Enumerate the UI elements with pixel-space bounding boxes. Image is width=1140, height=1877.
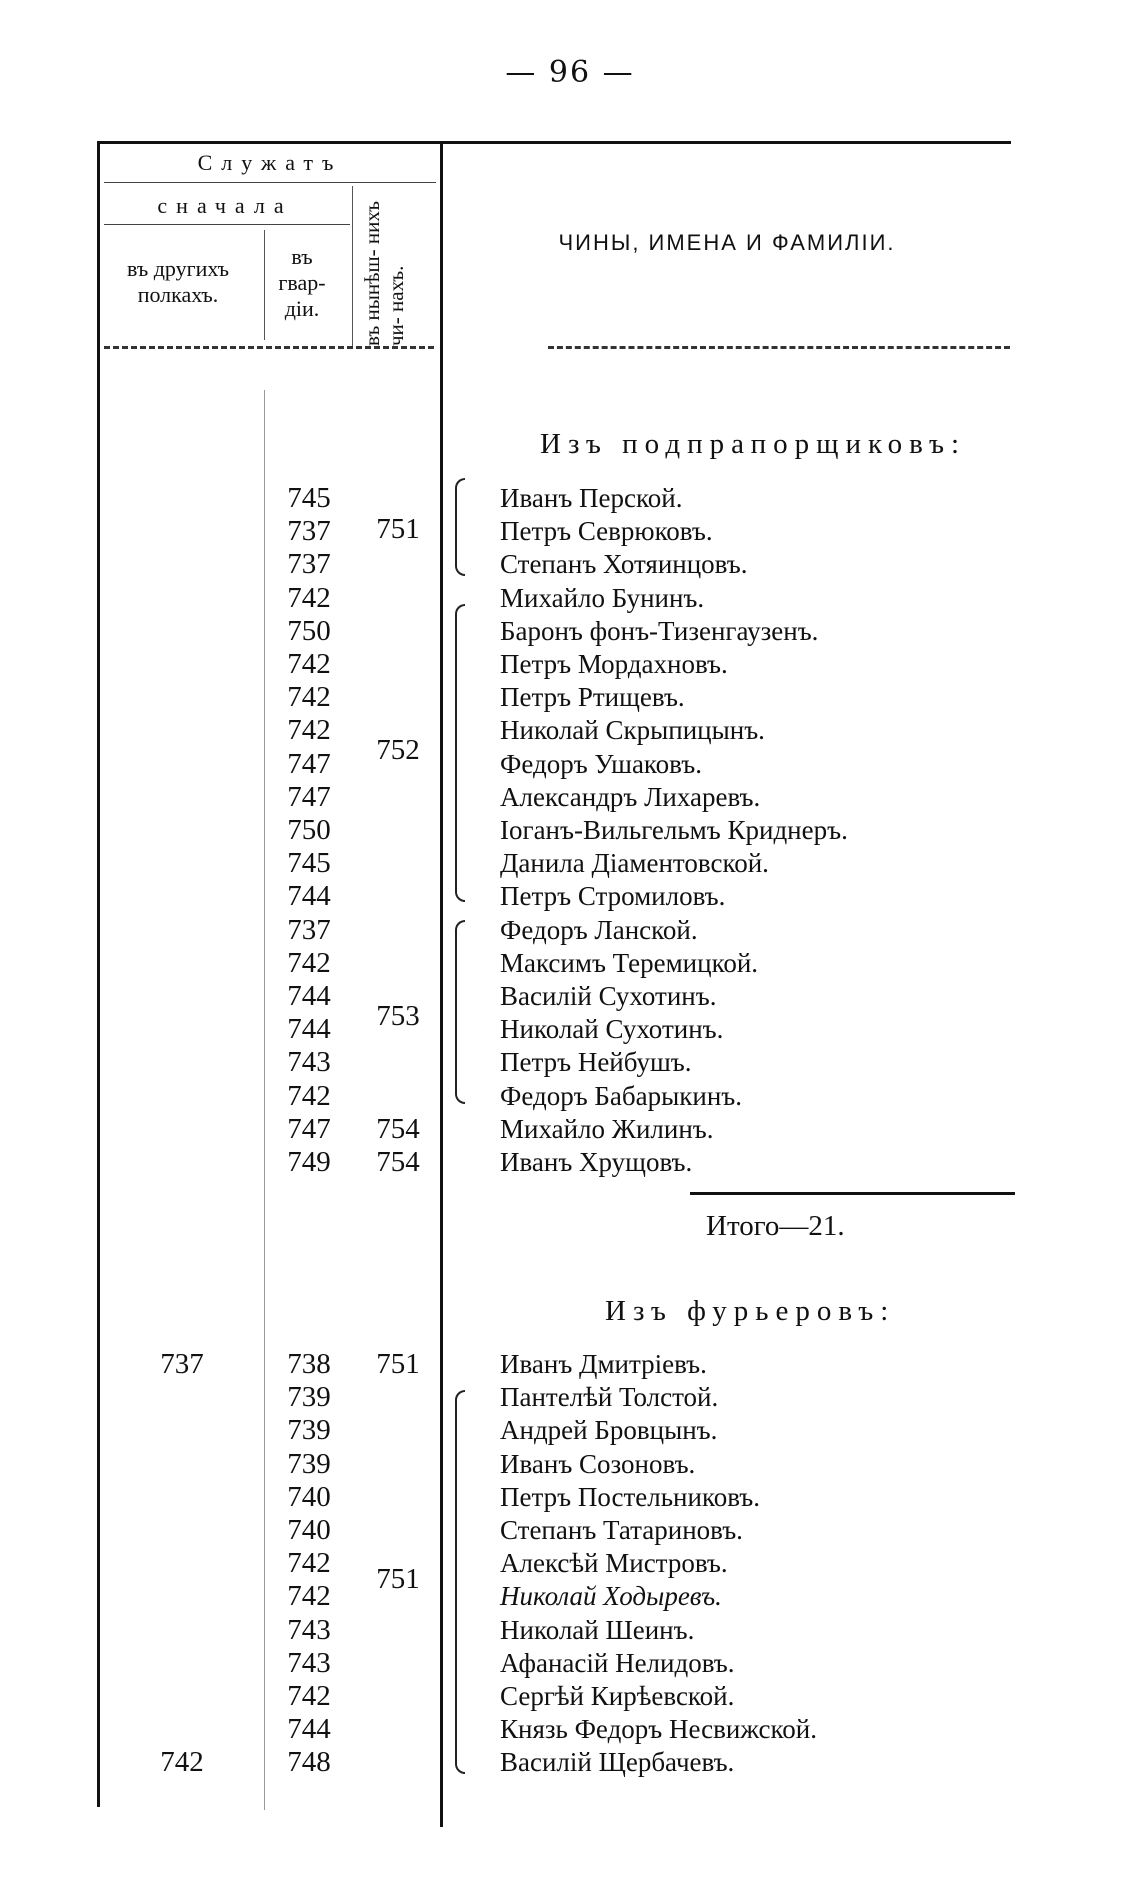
brace-group-3 xyxy=(455,920,465,1104)
section1-row-name-16: Николай Сухотинъ. xyxy=(500,1014,724,1045)
header-serve: Служатъ xyxy=(197,150,343,175)
section1-row-name-19: Михайло Жилинъ. xyxy=(500,1113,714,1144)
section1-row-guard-9: 747 xyxy=(287,780,331,813)
section1-row-guard-19: 747 xyxy=(287,1112,331,1145)
section1-row-guard-8: 747 xyxy=(287,747,331,780)
section2-row-guard-3: 739 xyxy=(287,1447,331,1480)
section1-row-guard-11: 745 xyxy=(287,847,331,880)
section1-current-754a: 754 xyxy=(376,1113,420,1145)
section1-row-name-1: Петръ Севрюковъ. xyxy=(500,516,713,547)
section2-row-guard-1: 739 xyxy=(287,1381,331,1414)
section2-row-name-11: Князь Федоръ Несвижской. xyxy=(500,1714,817,1745)
section2-row-guard-11: 744 xyxy=(287,1713,331,1746)
section2-row-name-8: Николай Шеинъ. xyxy=(500,1614,695,1645)
section1-row-name-6: Петръ Ртищевъ. xyxy=(500,682,685,713)
section1-current-753: 753 xyxy=(376,1000,420,1032)
header-serve-underline xyxy=(104,182,436,183)
section2-row-name-1: Пантелѣй Толстой. xyxy=(500,1382,719,1413)
header-ranks-names: ЧИНЫ, ИМЕНА И ФАМИЛІИ. xyxy=(558,230,896,255)
section1-row-name-9: Александръ Лихаревъ. xyxy=(500,781,761,812)
section2-current-751b: 751 xyxy=(376,1563,420,1595)
header-first-underline xyxy=(104,224,350,225)
section1-row-name-3: Михайло Бунинъ. xyxy=(500,582,705,613)
divider-names xyxy=(440,141,443,1827)
section1-row-guard-10: 750 xyxy=(287,814,331,846)
section2-row-guard-0: 738 xyxy=(287,1348,331,1380)
section1-row-name-10: Іоганъ-Вильгельмъ Криднеръ. xyxy=(500,815,848,845)
section1-row-guard-7: 742 xyxy=(287,714,331,747)
section2-row-guard-4: 740 xyxy=(287,1480,331,1513)
header-guards: въ гвар- діи. xyxy=(278,244,326,321)
section2-row-name-6: Алексѣй Мистровъ. xyxy=(500,1548,728,1579)
section1-row-name-13: Федоръ Ланской. xyxy=(500,914,698,945)
section1-row-name-7: Николай Скрыпицынъ. xyxy=(500,715,765,746)
section1-row-guard-1: 737 xyxy=(287,515,331,548)
brace-group-1 xyxy=(455,478,465,576)
section2-row-name-12: Василій Щербачевъ. xyxy=(500,1747,735,1778)
section1-row-guard-5: 742 xyxy=(287,648,331,680)
section2-row-name-3: Иванъ Созоновъ. xyxy=(500,1448,696,1479)
section2-row-name-10: Сергѣй Кирѣевской. xyxy=(500,1681,735,1711)
section1-row-name-15: Василій Сухотинъ. xyxy=(500,981,717,1011)
header-first: сначала xyxy=(157,193,293,218)
section1-row-guard-17: 743 xyxy=(287,1046,331,1079)
total-rule xyxy=(690,1192,1015,1195)
brace-group-4 xyxy=(455,1390,465,1774)
section1-current-752: 752 xyxy=(376,734,420,766)
section1-row-guard-0: 745 xyxy=(287,482,331,514)
section1-row-guard-3: 742 xyxy=(287,581,331,614)
brace-group-2 xyxy=(455,604,465,902)
section2-row-name-5: Степанъ Татариновъ. xyxy=(500,1515,743,1545)
section2-row-other-12: 742 xyxy=(160,1746,204,1779)
section2-current-751a: 751 xyxy=(376,1348,420,1380)
section2-row-name-9: Афанасій Нелидовъ. xyxy=(500,1647,735,1678)
header-bottom-dash-right xyxy=(548,346,1010,349)
section1-row-guard-16: 744 xyxy=(287,1013,331,1046)
header-other-regiments: въ другихъ полкахъ. xyxy=(127,256,229,307)
section2-row-guard-7: 742 xyxy=(287,1580,331,1613)
guide-line-guards xyxy=(264,390,265,1810)
section1-title: Изъ подпрапорщиковъ: xyxy=(540,428,967,460)
header-current-ranks: въ нынѣш- нихъ чи- нахъ. xyxy=(360,201,408,346)
section1-row-guard-15: 744 xyxy=(287,980,331,1012)
section1-total: Итого—21. xyxy=(706,1210,845,1242)
section1-row-name-11: Данила Діаментовской. xyxy=(500,848,769,879)
section2-row-guard-6: 742 xyxy=(287,1547,331,1580)
section2-row-guard-12: 748 xyxy=(287,1746,331,1779)
section1-row-guard-4: 750 xyxy=(287,614,331,647)
section1-row-name-18: Федоръ Бабарыкинъ. xyxy=(500,1080,742,1111)
section2-row-name-2: Андрей Бровцынъ. xyxy=(500,1415,718,1446)
section1-row-guard-14: 742 xyxy=(287,946,331,979)
section2-row-guard-5: 740 xyxy=(287,1514,331,1546)
left-border xyxy=(97,141,100,1807)
table-top-rule xyxy=(97,141,1011,144)
section1-row-name-17: Петръ Нейбушъ. xyxy=(500,1047,692,1078)
section2-row-guard-9: 743 xyxy=(287,1646,331,1679)
section2-row-guard-10: 742 xyxy=(287,1680,331,1712)
section1-row-name-2: Степанъ Хотяинцовъ. xyxy=(500,549,748,580)
section1-current-754b: 754 xyxy=(376,1146,420,1178)
section1-row-name-20: Иванъ Хрущовъ. xyxy=(500,1147,693,1177)
section1-current-751: 751 xyxy=(376,513,420,545)
section2-row-name-4: Петръ Постельниковъ. xyxy=(500,1481,760,1512)
header-col-divider-1 xyxy=(264,230,265,340)
header-bottom-dash-left xyxy=(104,346,434,349)
section2-row-other-0: 737 xyxy=(160,1348,204,1380)
section1-row-name-0: Иванъ Перской. xyxy=(500,483,683,513)
section1-row-guard-12: 744 xyxy=(287,880,331,913)
section1-row-guard-13: 737 xyxy=(287,913,331,946)
section1-row-guard-20: 749 xyxy=(287,1146,331,1178)
section2-row-guard-8: 743 xyxy=(287,1613,331,1646)
page-number: — 96 — xyxy=(505,55,635,90)
section1-row-name-12: Петръ Стромиловъ. xyxy=(500,881,726,912)
section1-row-guard-6: 742 xyxy=(287,681,331,714)
header-col-divider-2 xyxy=(352,186,353,346)
section1-row-name-8: Федоръ Ушаковъ. xyxy=(500,748,702,779)
section2-row-name-0: Иванъ Дмитріевъ. xyxy=(500,1349,707,1379)
section1-row-guard-2: 737 xyxy=(287,548,331,581)
section2-title: Изъ фурьеровъ: xyxy=(605,1295,896,1327)
section2-row-name-7: Николай Ходыревъ. xyxy=(500,1581,722,1612)
section1-row-name-5: Петръ Мордахновъ. xyxy=(500,649,728,679)
section2-row-guard-2: 739 xyxy=(287,1414,331,1447)
section1-row-guard-18: 742 xyxy=(287,1079,331,1112)
section1-row-name-4: Баронъ фонъ-Тизенгаузенъ. xyxy=(500,615,819,646)
section1-row-name-14: Максимъ Теремицкой. xyxy=(500,947,759,978)
